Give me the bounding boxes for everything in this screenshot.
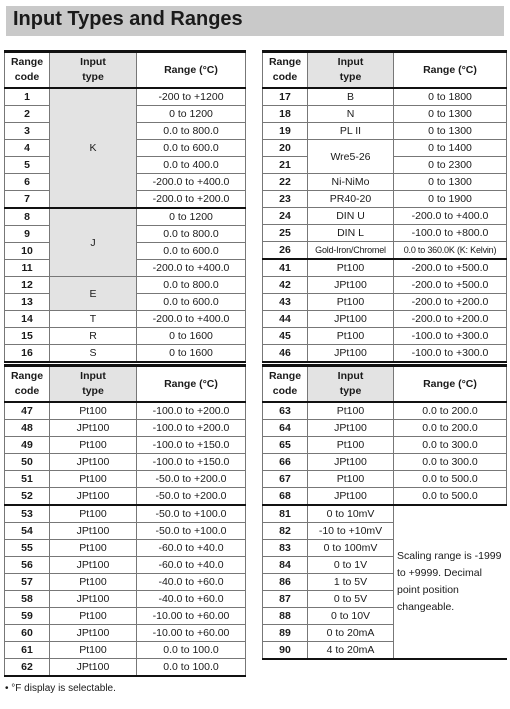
table-bottom-right — [262, 364, 507, 660]
table-row — [263, 328, 507, 345]
range-code: 21 — [263, 157, 308, 174]
input-type: Pt100 — [50, 471, 137, 488]
range-value: 0.0 to 500.0 — [394, 488, 507, 506]
input-type: JPt100 — [50, 488, 137, 506]
range-code: 19 — [263, 123, 308, 140]
range-code: 10 — [5, 243, 50, 260]
range-code: 62 — [5, 659, 50, 677]
range-code: 86 — [263, 574, 308, 591]
range-value: -100.0 to +200.0 — [137, 420, 246, 437]
range-value: 0.0 to 600.0 — [137, 243, 246, 260]
range-value: -40.0 to +60.0 — [137, 591, 246, 608]
input-type: JPt100 — [50, 659, 137, 677]
table-row — [5, 488, 246, 506]
table-row — [5, 574, 246, 591]
table-row — [5, 437, 246, 454]
input-type: JPt100 — [308, 277, 394, 294]
range-value: 0.0 to 600.0 — [137, 140, 246, 157]
table-top-left — [4, 50, 246, 363]
input-type: -10 to +10mV — [308, 523, 394, 540]
range-value: 0 to 1800 — [394, 88, 507, 106]
header-input-type: Input type — [308, 52, 394, 89]
range-code: 11 — [5, 260, 50, 277]
input-type: JPt100 — [308, 311, 394, 328]
input-type: Pt100 — [50, 642, 137, 659]
range-code: 64 — [263, 420, 308, 437]
table-row — [263, 123, 507, 140]
range-value: -40.0 to +60.0 — [137, 574, 246, 591]
input-type: Gold-Iron/Chromel — [308, 242, 394, 260]
input-type: Wre5-26 — [308, 140, 394, 174]
table-row — [5, 625, 246, 642]
range-code: 50 — [5, 454, 50, 471]
table-row — [263, 402, 507, 420]
table-row — [5, 311, 246, 328]
table-row — [263, 488, 507, 506]
table-row — [5, 454, 246, 471]
table-bottom-left — [4, 364, 246, 677]
range-code: 57 — [5, 574, 50, 591]
range-value: 0.0 to 100.0 — [137, 659, 246, 677]
table-row — [263, 345, 507, 363]
table-row — [5, 328, 246, 345]
range-code: 43 — [263, 294, 308, 311]
range-code: 89 — [263, 625, 308, 642]
table-row — [263, 454, 507, 471]
range-value: 0.0 to 600.0 — [137, 294, 246, 311]
header-input-type: Input type — [50, 52, 137, 89]
input-type: B — [308, 88, 394, 106]
input-type: S — [50, 345, 137, 363]
header-row — [263, 52, 507, 89]
range-code: 47 — [5, 402, 50, 420]
input-type: JPt100 — [50, 454, 137, 471]
table-row — [5, 402, 246, 420]
range-value: 0.0 to 200.0 — [394, 420, 507, 437]
range-value: -200.0 to +400.0 — [137, 311, 246, 328]
input-type: N — [308, 106, 394, 123]
range-value: 0.0 to 500.0 — [394, 471, 507, 488]
range-value: 0.0 to 800.0 — [137, 277, 246, 294]
range-value: 0 to 1300 — [394, 106, 507, 123]
table-row — [5, 608, 246, 625]
range-code: 60 — [5, 625, 50, 642]
header-row — [5, 366, 246, 403]
range-code: 15 — [5, 328, 50, 345]
table-row — [263, 437, 507, 454]
range-value: -200.0 to +200.0 — [394, 311, 507, 328]
range-value: 0.0 to 200.0 — [394, 402, 507, 420]
input-type: 0 to 100mV — [308, 540, 394, 557]
range-value: 0 to 1600 — [137, 328, 246, 345]
table-row — [5, 523, 246, 540]
table-row — [5, 277, 246, 294]
range-code: 7 — [5, 191, 50, 209]
input-type: Pt100 — [308, 402, 394, 420]
range-value: 0.0 to 300.0 — [394, 454, 507, 471]
range-code: 81 — [263, 505, 308, 523]
range-code: 58 — [5, 591, 50, 608]
range-value: -200.0 to +500.0 — [394, 259, 507, 277]
input-type: JPt100 — [50, 523, 137, 540]
input-type: JPt100 — [50, 625, 137, 642]
range-code: 65 — [263, 437, 308, 454]
table-row — [5, 591, 246, 608]
range-value: 0 to 2300 — [394, 157, 507, 174]
range-code: 90 — [263, 642, 308, 660]
range-value: 0 to 1300 — [394, 174, 507, 191]
range-value: -200.0 to +200.0 — [137, 191, 246, 209]
input-type: Pt100 — [50, 505, 137, 523]
range-code: 20 — [263, 140, 308, 157]
range-code: 53 — [5, 505, 50, 523]
range-value: -100.0 to +200.0 — [137, 402, 246, 420]
table-row — [263, 88, 507, 106]
range-code: 84 — [263, 557, 308, 574]
table-row — [5, 642, 246, 659]
range-value: -100.0 to +300.0 — [394, 345, 507, 363]
table-row — [5, 540, 246, 557]
range-value: -100.0 to +300.0 — [394, 328, 507, 345]
table-row — [5, 345, 246, 363]
header-range-code: Range code — [263, 366, 308, 403]
input-type: J — [50, 208, 137, 277]
header-input-type: Input type — [308, 366, 394, 403]
range-code: 8 — [5, 208, 50, 226]
range-code: 83 — [263, 540, 308, 557]
input-type: Ni-NiMo — [308, 174, 394, 191]
range-value: 0.0 to 800.0 — [137, 123, 246, 140]
range-value: 0.0 to 360.0K (K: Kelvin) — [394, 242, 507, 260]
table-row — [263, 242, 507, 260]
table-row — [5, 471, 246, 488]
range-code: 54 — [5, 523, 50, 540]
page-title: Input Types and Ranges — [13, 8, 243, 30]
header-row — [263, 366, 507, 403]
range-code: 46 — [263, 345, 308, 363]
range-value: -50.0 to +100.0 — [137, 505, 246, 523]
range-code: 13 — [5, 294, 50, 311]
range-code: 2 — [5, 106, 50, 123]
range-code: 52 — [5, 488, 50, 506]
range-code: 44 — [263, 311, 308, 328]
input-type: Pt100 — [308, 328, 394, 345]
table-row — [5, 659, 246, 677]
range-value: -50.0 to +200.0 — [137, 488, 246, 506]
table-row — [263, 471, 507, 488]
input-type: E — [50, 277, 137, 311]
range-value: 0 to 1300 — [394, 123, 507, 140]
range-value: 0 to 1600 — [137, 345, 246, 363]
range-value: -200.0 to +400.0 — [137, 260, 246, 277]
input-type: 0 to 10V — [308, 608, 394, 625]
table-row — [5, 420, 246, 437]
range-code: 3 — [5, 123, 50, 140]
header-range: Range (°C) — [137, 52, 246, 89]
range-code: 24 — [263, 208, 308, 225]
header-range-code: Range code — [263, 52, 308, 89]
table-row — [5, 88, 246, 106]
range-value: -200.0 to +400.0 — [137, 174, 246, 191]
table-row — [263, 191, 507, 208]
table-row — [263, 505, 507, 523]
input-type: Pt100 — [50, 574, 137, 591]
table-row — [263, 294, 507, 311]
input-type: Pt100 — [308, 471, 394, 488]
range-code: 82 — [263, 523, 308, 540]
table-row — [263, 277, 507, 294]
range-value: -50.0 to +200.0 — [137, 471, 246, 488]
header-range: Range (°C) — [394, 366, 507, 403]
table-row — [263, 140, 507, 157]
input-type: JPt100 — [50, 557, 137, 574]
range-value: 0.0 to 100.0 — [137, 642, 246, 659]
range-code: 5 — [5, 157, 50, 174]
range-value: 0.0 to 800.0 — [137, 226, 246, 243]
header-range: Range (°C) — [137, 366, 246, 403]
range-code: 67 — [263, 471, 308, 488]
range-value: 0.0 to 400.0 — [137, 157, 246, 174]
table-row — [263, 420, 507, 437]
input-type: JPt100 — [50, 420, 137, 437]
range-value: -60.0 to +40.0 — [137, 540, 246, 557]
range-code: 88 — [263, 608, 308, 625]
input-type: Pt100 — [50, 608, 137, 625]
range-value: -200.0 to +500.0 — [394, 277, 507, 294]
range-value: -50.0 to +100.0 — [137, 523, 246, 540]
range-code: 49 — [5, 437, 50, 454]
range-code: 48 — [5, 420, 50, 437]
header-range-code: Range code — [5, 52, 50, 89]
input-type: T — [50, 311, 137, 328]
input-type: Pt100 — [50, 437, 137, 454]
input-type: Pt100 — [50, 540, 137, 557]
range-code: 23 — [263, 191, 308, 208]
table-row — [263, 174, 507, 191]
input-type: R — [50, 328, 137, 345]
scaling-note: Scaling range is -1999 to +9999. Decimal point position changeable. — [394, 505, 507, 659]
input-type: Pt100 — [308, 259, 394, 277]
range-value: 0.0 to 300.0 — [394, 437, 507, 454]
range-value: 0 to 1200 — [137, 208, 246, 226]
table-row — [5, 557, 246, 574]
range-code: 25 — [263, 225, 308, 242]
range-code: 6 — [5, 174, 50, 191]
range-code: 68 — [263, 488, 308, 506]
range-code: 14 — [5, 311, 50, 328]
range-code: 4 — [5, 140, 50, 157]
input-type: JPt100 — [308, 488, 394, 506]
range-code: 12 — [5, 277, 50, 294]
range-code: 1 — [5, 88, 50, 106]
table-row — [263, 311, 507, 328]
table-top-right — [262, 50, 507, 363]
input-type: 0 to 10mV — [308, 505, 394, 523]
range-code: 66 — [263, 454, 308, 471]
range-code: 55 — [5, 540, 50, 557]
input-type: DIN U — [308, 208, 394, 225]
title-bar — [6, 6, 504, 36]
range-value: -10.00 to +60.00 — [137, 608, 246, 625]
range-code: 87 — [263, 591, 308, 608]
header-range: Range (°C) — [394, 52, 507, 89]
table-row — [263, 106, 507, 123]
footnote: • °F display is selectable. — [5, 683, 116, 694]
input-type: 4 to 20mA — [308, 642, 394, 660]
range-code: 63 — [263, 402, 308, 420]
header-range-code: Range code — [5, 366, 50, 403]
range-value: -100.0 to +800.0 — [394, 225, 507, 242]
input-type: 0 to 5V — [308, 591, 394, 608]
range-value: -10.00 to +60.00 — [137, 625, 246, 642]
input-type: DIN L — [308, 225, 394, 242]
table-row — [5, 505, 246, 523]
header-row — [5, 52, 246, 89]
table-row — [263, 225, 507, 242]
range-code: 9 — [5, 226, 50, 243]
range-value: 0 to 1400 — [394, 140, 507, 157]
input-type: Pt100 — [308, 294, 394, 311]
range-value: -200.0 to +200.0 — [394, 294, 507, 311]
range-code: 59 — [5, 608, 50, 625]
range-value: -100.0 to +150.0 — [137, 437, 246, 454]
input-type: JPt100 — [308, 420, 394, 437]
table-row — [5, 208, 246, 226]
range-code: 26 — [263, 242, 308, 260]
range-code: 51 — [5, 471, 50, 488]
range-value: -200 to +1200 — [137, 88, 246, 106]
range-value: -100.0 to +150.0 — [137, 454, 246, 471]
range-code: 45 — [263, 328, 308, 345]
input-type: JPt100 — [50, 591, 137, 608]
range-code: 18 — [263, 106, 308, 123]
input-type: PR40-20 — [308, 191, 394, 208]
range-code: 42 — [263, 277, 308, 294]
input-type: Pt100 — [50, 402, 137, 420]
range-code: 41 — [263, 259, 308, 277]
header-input-type: Input type — [50, 366, 137, 403]
range-code: 56 — [5, 557, 50, 574]
input-type: Pt100 — [308, 437, 394, 454]
range-code: 17 — [263, 88, 308, 106]
table-row — [263, 259, 507, 277]
input-type: 1 to 5V — [308, 574, 394, 591]
input-type: PL II — [308, 123, 394, 140]
range-value: 0 to 1200 — [137, 106, 246, 123]
input-type: K — [50, 88, 137, 208]
range-code: 61 — [5, 642, 50, 659]
table-row — [263, 208, 507, 225]
input-type: JPt100 — [308, 345, 394, 363]
range-value: -200.0 to +400.0 — [394, 208, 507, 225]
input-type: JPt100 — [308, 454, 394, 471]
range-code: 16 — [5, 345, 50, 363]
range-value: -60.0 to +40.0 — [137, 557, 246, 574]
input-type: 0 to 20mA — [308, 625, 394, 642]
range-code: 22 — [263, 174, 308, 191]
input-type: 0 to 1V — [308, 557, 394, 574]
range-value: 0 to 1900 — [394, 191, 507, 208]
